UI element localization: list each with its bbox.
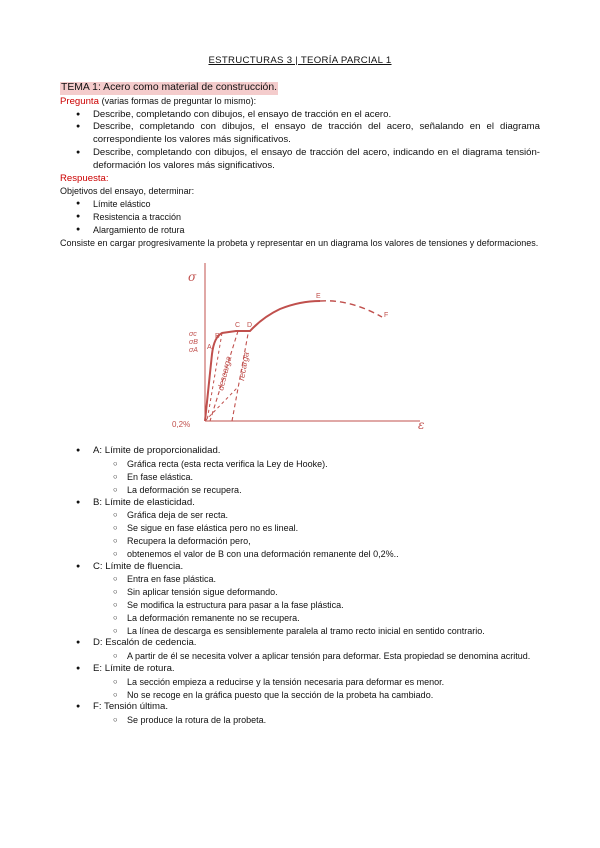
detail-item: ○ A partir de él se necesita volver a aplicar tensión para deformar. Esta propiedad se denomina acritud. (60, 650, 540, 663)
detail-item: ○ Se modifica la estructura para pasar a la fase plástica. (60, 599, 540, 612)
point-e-label: E (316, 293, 321, 301)
sigma-b-label: σB (189, 339, 198, 347)
points-list (60, 445, 540, 458)
detail-item: ○ Sin aplicar tensión sigue deformando. (60, 586, 540, 599)
point-d-label: D (247, 322, 253, 330)
section-c-items (60, 573, 540, 637)
necking-curve (320, 301, 382, 317)
points-list-f (60, 701, 540, 714)
section-f-items (60, 714, 540, 727)
point-c-label: C (235, 322, 241, 330)
reload-label: recarga (236, 351, 251, 382)
detail-item: ○ La deformación se recupera. (60, 484, 540, 497)
question-list (60, 109, 540, 173)
intro-paragraph: Consiste en cargar progresivamente la probeta y representar en un diagrama los valores de tensiones y deformaciones. (60, 237, 539, 248)
x-axis-label: ε (418, 418, 425, 433)
question-header (60, 95, 540, 109)
section-b-items (60, 509, 540, 560)
detail-item: ○ obtenemos el valor de B con una deformación remanente del 0,2%.. (60, 548, 540, 561)
detail-item: ○ Gráfica deja de ser recta. (60, 509, 540, 522)
answer-label: Respuesta: (60, 172, 109, 184)
points-list-e (60, 663, 540, 676)
sigma-c-label: σc (189, 331, 197, 339)
detail-item: ○ La sección empieza a reducirse y la tensión necesaria para deformar es menor. (60, 676, 540, 689)
point-section-e: ● E: Límite de rotura. (60, 663, 540, 676)
point-a-label: A (207, 344, 212, 352)
section-a-items (60, 458, 540, 496)
origin-label: 0,2% (172, 420, 191, 430)
content (60, 82, 540, 727)
detail-item: ○ En fase elástica. (60, 471, 540, 484)
point-section-f: ● F: Tensión última. (60, 701, 540, 714)
point-section-b: ● B: Límite de elasticidad. (60, 497, 540, 510)
objective-item: ● Alargamiento de rotura (60, 224, 540, 237)
point-f-label: F (384, 312, 389, 320)
stress-strain-diagram (60, 251, 540, 441)
unload-label: descarga (215, 355, 234, 392)
question-item: ● Describe, completando con dibujos, el ensayo de tracción del acero, señalando en el diagrama correspondiente los valores más significativos. (60, 121, 540, 147)
page-title: ESTRUCTURAS 3 | TEORÍA PARCIAL 1 (208, 55, 392, 66)
objectives-list (60, 198, 540, 236)
detail-item: ○ La línea de descarga es sensiblemente paralela al tramo recto inicial en sentido contrario. (60, 625, 540, 638)
detail-item: ○ Recupera la deformación pero, (60, 535, 540, 548)
detail-item: ○ Se sigue en fase elástica pero no es lineal. (60, 522, 540, 535)
point-b-label: B (215, 333, 220, 341)
objectives-intro: Objetivos del ensayo, determinar: (60, 186, 195, 197)
question-item: ● Describe, completando con dibujos, el ensayo de tracción en el acero. (60, 109, 540, 122)
point-section-a (60, 445, 540, 458)
point-section-d: ● D: Escalón de cedencia. (60, 637, 540, 650)
section-e-items (60, 676, 540, 702)
diagram-svg (160, 251, 500, 441)
points-list-c (60, 561, 540, 574)
detail-item: ○ Gráfica recta (esta recta verifica la Ley de Hooke). (60, 458, 540, 471)
question-label: Pregunta (60, 95, 99, 107)
question-item: ● Describe, completando con dibujos, el ensayo de tracción del acero, indicando en el diagrama tensión-deformación los valores más significativos. (60, 147, 540, 173)
y-axis-label: σ (188, 270, 197, 285)
detail-item: ○ No se recoge en la gráfica puesto que la sección de la probeta ha cambiado. (60, 689, 540, 702)
points-list-b (60, 497, 540, 510)
question-note: (varias formas de preguntar lo mismo): (101, 95, 257, 106)
detail-item: ○ Entra en fase plástica. (60, 573, 540, 586)
section-d-items (60, 650, 540, 663)
detail-item: ○ La deformación remanente no se recupera. (60, 612, 540, 625)
points-list-d (60, 637, 540, 650)
section-label: ● A: Límite de proporcionalidad. (93, 445, 221, 457)
point-section-c: ● C: Límite de fluencia. (60, 561, 540, 574)
objective-item: ● Límite elástico (60, 198, 540, 211)
detail-item: ○ Se produce la rotura de la probeta. (60, 714, 540, 727)
sigma-a-label: σA (189, 347, 198, 355)
topic-heading: TEMA 1: Acero como material de construcción. (61, 82, 277, 93)
objective-item: ● Resistencia a tracción (60, 211, 540, 224)
